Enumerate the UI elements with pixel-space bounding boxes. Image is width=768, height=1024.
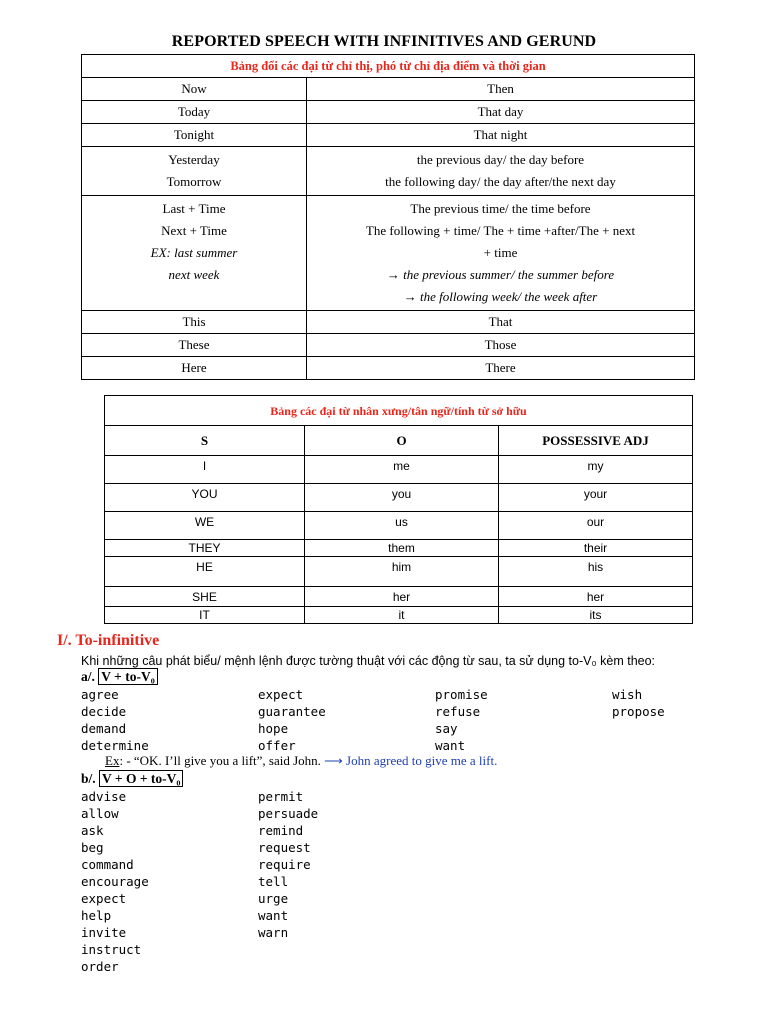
table-row: [105, 540, 693, 557]
subsection-b-label: b/.: [81, 771, 96, 786]
cell-right: That night: [307, 124, 695, 147]
list-item: promise: [435, 687, 488, 702]
table-row: [82, 196, 695, 311]
cell: SHE: [105, 587, 305, 607]
page-title: REPORTED SPEECH WITH INFINITIVES AND GERUND: [171, 33, 597, 50]
list-item: guarantee: [258, 704, 326, 719]
cell-line: next week: [168, 267, 220, 282]
list-item: refuse: [435, 704, 481, 719]
formula-a: V + to-V₀: [98, 668, 158, 685]
cell-left: [82, 196, 307, 311]
section-intro: Khi những câu phát biểu/ mệnh lệnh được tường thuật với các động từ sau, ta sử dụng to-V₀ kèm theo:: [81, 654, 656, 668]
cell: me: [305, 456, 499, 484]
list-item: want: [435, 738, 466, 753]
word-list-b-col2: [258, 788, 318, 941]
word-list-col2: [258, 686, 326, 754]
section-heading: I/. To-infinitive: [57, 632, 160, 649]
cell: your: [499, 484, 693, 512]
cell: them: [305, 540, 499, 557]
cell: her: [499, 587, 693, 607]
list-item: want: [258, 908, 289, 923]
cell-line: the following day/ the day after/the next day: [385, 174, 616, 189]
list-item: agree: [81, 687, 119, 702]
cell-right: That day: [307, 101, 695, 124]
formula-b: V + O + to-V₀: [99, 770, 183, 787]
cell: IT: [105, 607, 305, 624]
table-row: [105, 512, 693, 540]
cell-right: There: [307, 357, 695, 380]
list-item: request: [258, 840, 311, 855]
cell: YOU: [105, 484, 305, 512]
cell: THEY: [105, 540, 305, 557]
table-row: [82, 147, 695, 196]
list-item: instruct: [81, 942, 142, 957]
header-possessive: POSSESSIVE ADJ: [499, 426, 693, 456]
list-item: allow: [81, 806, 119, 821]
subsection-a: [81, 669, 158, 685]
list-item: persuade: [258, 806, 319, 821]
header-object: O: [305, 426, 499, 456]
example-result: ⟶ John agreed to give me a lift.: [324, 753, 498, 768]
cell-left: Now: [82, 78, 307, 101]
cell-left: Today: [82, 101, 307, 124]
word-list-col4: [612, 686, 665, 720]
cell: his: [499, 557, 693, 587]
table1-caption: Bảng đổi các đại từ chỉ thị, phó từ chỉ địa điểm và thời gian: [82, 55, 695, 78]
header-subject: S: [105, 426, 305, 456]
word-list-col3: [435, 686, 488, 754]
table-row: [105, 557, 693, 587]
list-item: help: [81, 908, 112, 923]
cell: us: [305, 512, 499, 540]
cell: WE: [105, 512, 305, 540]
example-quote: : - “OK. I’ll give you a lift”, said John.: [119, 753, 321, 768]
list-item: warn: [258, 925, 289, 940]
cell: HE: [105, 557, 305, 587]
list-item: offer: [258, 738, 296, 753]
word-list-col1: [81, 686, 149, 754]
list-item: expect: [81, 891, 127, 906]
cell-line: → the following week/ the week after: [403, 289, 598, 304]
cell-line: EX: last summer: [150, 245, 238, 260]
cell-line: → the previous summer/ the summer before: [386, 267, 615, 282]
list-item: propose: [612, 704, 665, 719]
cell: our: [499, 512, 693, 540]
cell: it: [305, 607, 499, 624]
table-row: [82, 334, 695, 357]
table-row: [105, 587, 693, 607]
subsection-b: [81, 771, 183, 787]
table-row: [105, 484, 693, 512]
table-row: [82, 78, 695, 101]
cell-left: This: [82, 311, 307, 334]
example: [105, 753, 497, 769]
cell-line: Yesterday: [168, 152, 220, 167]
table-row: [105, 456, 693, 484]
table-row: [82, 357, 695, 380]
list-item: order: [81, 959, 119, 974]
cell: my: [499, 456, 693, 484]
table-row: [82, 124, 695, 147]
cell-left: These: [82, 334, 307, 357]
cell-line: The following + time/ The + time +after/The + next: [365, 223, 636, 238]
table-row: [105, 607, 693, 624]
cell: I: [105, 456, 305, 484]
cell: him: [305, 557, 499, 587]
cell-line: The previous time/ the time before: [410, 201, 591, 216]
cell-line: Last + Time: [162, 201, 226, 216]
list-item: beg: [81, 840, 104, 855]
table-row: [82, 311, 695, 334]
cell-line: Next + Time: [161, 223, 227, 238]
table2-caption: Bảng các đại từ nhân xưng/tân ngữ/tính từ sở hữu: [105, 396, 693, 426]
example-label: Ex: [105, 753, 120, 768]
pronoun-table: [104, 395, 693, 624]
list-item: remind: [258, 823, 304, 838]
list-item: wish: [612, 687, 643, 702]
cell: you: [305, 484, 499, 512]
word-list-b-col1: [81, 788, 149, 975]
list-item: urge: [258, 891, 289, 906]
list-item: say: [435, 721, 458, 736]
cell-right: [307, 196, 695, 311]
list-item: determine: [81, 738, 149, 753]
cell-left: Tonight: [82, 124, 307, 147]
cell-line: + time: [483, 245, 518, 260]
list-item: invite: [81, 925, 127, 940]
list-item: command: [81, 857, 134, 872]
list-item: require: [258, 857, 311, 872]
list-item: tell: [258, 874, 289, 889]
list-item: decide: [81, 704, 127, 719]
cell: their: [499, 540, 693, 557]
cell-line: Tomorrow: [166, 174, 222, 189]
list-item: hope: [258, 721, 289, 736]
cell-left: Here: [82, 357, 307, 380]
cell-line: the previous day/ the day before: [416, 152, 585, 167]
subsection-a-label: a/.: [81, 669, 95, 684]
list-item: expect: [258, 687, 304, 702]
cell-right: Those: [307, 334, 695, 357]
cell-right: [307, 147, 695, 196]
list-item: encourage: [81, 874, 149, 889]
list-item: advise: [81, 789, 127, 804]
cell: its: [499, 607, 693, 624]
list-item: permit: [258, 789, 304, 804]
adverb-conversion-table: [81, 54, 695, 380]
list-item: ask: [81, 823, 104, 838]
table-row: [82, 101, 695, 124]
list-item: demand: [81, 721, 127, 736]
cell: her: [305, 587, 499, 607]
cell-right: That: [307, 311, 695, 334]
cell-left: [82, 147, 307, 196]
cell-right: Then: [307, 78, 695, 101]
